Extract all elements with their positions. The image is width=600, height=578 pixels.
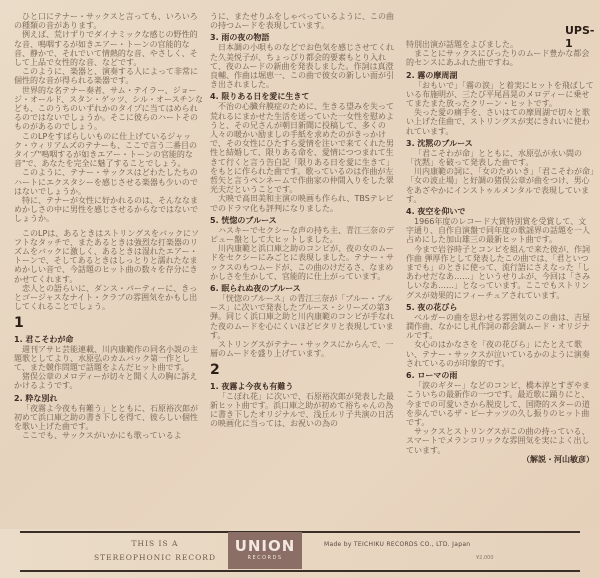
track-title: 2. 粋な別れ — [14, 393, 58, 403]
credit: （解説・河山敏彦） — [522, 454, 594, 464]
paragraph: 川内康範と浜口庫之助のコンビが、夜の女のムードをセクシーにみごとに表現しました。テナー・サックスのもつムードが、この曲のけだるさ、なまめかしさを生かして、官能的に仕上がっています。 — [210, 244, 394, 281]
track-title: 3. 沈黙のブルース — [406, 138, 473, 148]
paragraph: 恋人との語らいに、ダンス・パーティーに、きっとゴージャスなナイト・クラブの雰囲気をかもし出してくれることでしょう。 — [14, 283, 198, 312]
paragraph: 例えば、荒けずりでダイナミックな感じの野性的な音、鳴咽するが如きエアー・トーンの官能的な音、静かで、それでいて情熱的な音、やさしく、そして上品で女性的な音、などです。 — [14, 30, 198, 68]
track-title: 6. 眠られぬ夜のブルース — [210, 284, 301, 294]
paragraph: 日本調の小唄ものなどでお色気を感じさせてくれた久美悦子が、ちょっぴり都会的要素もとり入れて、夜のムードの新曲を発表しました。作詞は真澄良輔、作曲は堀恵一、この曲で彼女の新しい面が引き出されました。 — [210, 43, 394, 90]
stereo-line: THIS IS A — [131, 539, 179, 548]
paragraph: 失った愛の痛手を、さいはての摩周湖で切々と歌い上げた佳曲で、ストリングスが実にきれいに使われています。 — [406, 108, 590, 136]
paragraph: うに、またせりふをしゃべっているように、この曲の持つムードを表現しています。 — [210, 12, 394, 31]
track-title: 4. 限りある日を愛に生きて — [210, 92, 310, 102]
paragraph: ハスキーでセクシーな声の持ち主、青江三奈のデビュー盤として大ヒットしました。 — [210, 225, 394, 245]
paragraph: 週刊アサヒ芸能連載、川内康範作の同名小説の主題歌としてより、水原弘のカムバック第一作として、また競作問題で話題をよんだヒット曲です。 — [14, 344, 198, 372]
divider — [20, 570, 580, 572]
track-title: 3. 雨の夜の物語 — [210, 33, 270, 43]
manufacturer: Made by TEICHIKU RECORDS CO., LTD. Japan — [324, 541, 471, 548]
track-title: 1. 君こそわが命 — [14, 334, 74, 344]
paragraph: このLPをすばらしいものに仕上げているジャック・ウィリアムズのテナーも、ここで言う二番目のタイプ"鳴咽するが如きエアー・トーンの官能的な音"で、あなたを完全に魅了することでしょう。 — [14, 131, 197, 169]
track-title: 2. 霧の摩周湖 — [406, 70, 458, 80]
paragraph: ひと口にテナー・サックスと言っても、いろいろの種類の音があります。 — [14, 12, 198, 31]
union-records-logo — [228, 532, 302, 569]
paragraph: 1966年度のレコード大賞特別賞を受賞して、文字通り、自作自演盤で同年度の歌謡界の話題を一人占めにした加山雄三の最新ヒット曲です。 — [406, 217, 590, 245]
paragraph: 不治の心臓弁膜症のために、生きる望みを失って荒れるにまかせた生活を送っていた一女性を慰めようと、その兄さんが朝日新聞に投稿して、多くの人々の暖かい励ましの手紙を求めたのがきっかけで、その女性にひたすら愛情を注いで来てくれた男性と結婚して、限りある命を、愛情につつまれて生きて行くと言う告白記「限りある日を愛に生きて」をもとに作られた曲です。歌っているのは作曲が左哲矢と言うペンネームで作曲家の仲間入りをした翠光夫だということです。 — [210, 102, 394, 195]
side-heading: 1 — [14, 314, 24, 331]
logo-subtext: RECORDS — [247, 555, 283, 561]
stereo-notice — [70, 537, 240, 565]
paragraph: 特別出演が話題をよびました。 — [406, 40, 518, 49]
paragraph: 川内康範の詞に、「女のためいき」「君こそわが命」「女の波止場」と好調の猪俣公章が曲をつけ、男心をあざやかにインストゥルメンタルで表現しています。 — [406, 167, 594, 204]
catalog-number: UPS-1 — [565, 24, 595, 50]
price: ¥2,000 — [476, 555, 494, 561]
paragraph: 「こぼれ花」に次いで、石原裕次郎が発表した最新ヒット曲です。浜口庫之助が初めて裕ちゃんの為に書き下したオリジナルで、浅丘ルリ子共演の日活の映画化に当っては、お祝いの為の — [210, 391, 394, 429]
logo-text: UNION — [234, 537, 296, 555]
paragraph: 世界的な名テナー奏者、サム・テイラー、ジョージ・オールド、スタン・ゲッツ、シル・オースチンなども、このうちのいずれかのタイプに当てはめられるのではないでしょうか。そこに彼らのハートそのものがあるのでしょう。 — [14, 85, 204, 132]
paragraph: 「君こそわが命」とともに、水原弘が永い間の「沈黙」を破って発表した曲です。 — [406, 148, 582, 168]
paragraph: サックスとストリングスがこの曲の持っている、スマートでメランコリックな雰囲気を実によく出しています。 — [406, 427, 590, 455]
track-title: 5. 夜の花びら — [406, 302, 458, 312]
paragraph: 「おもいで」「霧の涙」と着実にヒットを飛ばしている布施明が、三たび平尾昌晃のメロディーに乗せてまたまた放ったクリーン・ヒットです。 — [406, 80, 594, 109]
paragraph: 猪俣公章のメロディーが切々と聞く人の胸に訴えかけるようです。 — [14, 372, 198, 391]
paragraph: 女心のはかなさを「夜の花びら」にたとえて歌い、テナー・サックスが泣いているかのように演奏されているのが印象的です。 — [406, 340, 590, 368]
track-title: 6. ローマの雨 — [406, 371, 458, 381]
liner-notes-column-1 — [14, 12, 204, 440]
paragraph: このLPは、あるときはストリングスをバックにソフトなタッチで、またあるときは強烈な打楽器のリズムをバックに激しく、あるときは湿れたエアー・トーンで、そしてあるときはしっとりと濡れたなまめかしい音で、今話題のヒット曲の数々を存分にきかせてくれます。 — [14, 228, 200, 284]
liner-notes-column-3 — [406, 40, 594, 464]
paragraph: 特に、テナーが女性に好かれるのは、そんななまめかしさの中に男性を感じさせるからなではないでしょうか。 — [14, 196, 198, 224]
paragraph: ストリングスがテナー・サックスにからんで、一層のムードを盛り上げています。 — [210, 340, 394, 359]
paragraph: 大映で高田美和主演の映画も作られ、TBSテレビでのドラマ化も評判になりました。 — [210, 194, 394, 213]
paragraph: このように、テナー・サックスはどわたしたちのハートにエクスタシーを感じさせる楽器も少いのではないでしょうか。 — [14, 168, 198, 196]
paragraph: ここでも、サックスがいかにも歌っているよ — [22, 431, 182, 441]
track-title: 1. 夜霧よ今夜も有難う — [210, 381, 294, 391]
stereo-line: STEREOPHONIC RECORD — [94, 553, 216, 562]
paragraph: 「涙のギター」などのコンビ、橋本淳とすぎやまこういちの最新作の一つです。最近歌に踊りにと、今までの可愛いさから脱皮して、国際的スターの道を歩んでいるザ・ピーナッツの久し振りのヒット曲です。 — [406, 381, 590, 427]
paragraph: ベルガーの曲を思わせる雰囲気のこの曲は、吉屋潤作曲、なかにし礼作詞の都会調ムード・オリジナルです。 — [406, 312, 590, 341]
track-title: 5. 恍惚のブルース — [210, 215, 277, 225]
liner-notes-column-2 — [210, 12, 400, 428]
side-heading: 2 — [210, 361, 220, 378]
paragraph: まことにサックスにぴったりのムード豊かな都会的センスにあふれた曲ですね。 — [406, 49, 590, 68]
paragraph: 「夜霧よ今夜も有難う」とともに、石原裕次郎が初めて浜口庫之助の書き下しを得て、彼らしい個性を歌い上げた曲です。 — [14, 403, 198, 431]
paragraph: 「恍惚のブルース」の青江三奈が「ブルー・ブルース」に次いで発表したブルース・シリーズの第3弾。同じく浜口庫之助と川内康範のコンビが手なれた夜のムードを心にくいほどピタリと表現しています。 — [210, 294, 394, 340]
track-title: 4. 夜空を仰いで — [406, 207, 466, 217]
paragraph: このように、楽器と、演奏する人によって非常に個性的な音が得られる楽器です。 — [14, 67, 198, 86]
paragraph: 今まで岩谷時子とコンビを組んで来た彼が、作詞作曲 弾厚作として発表したこの曲では、「君といつまでも」のときに使って、流行語にさえなった「しあわせだなあ……」というせりふが、今回は「さみしいなあ……」となっています。ここでもストリングスが効果的にフィーチュアされています。 — [406, 244, 590, 300]
